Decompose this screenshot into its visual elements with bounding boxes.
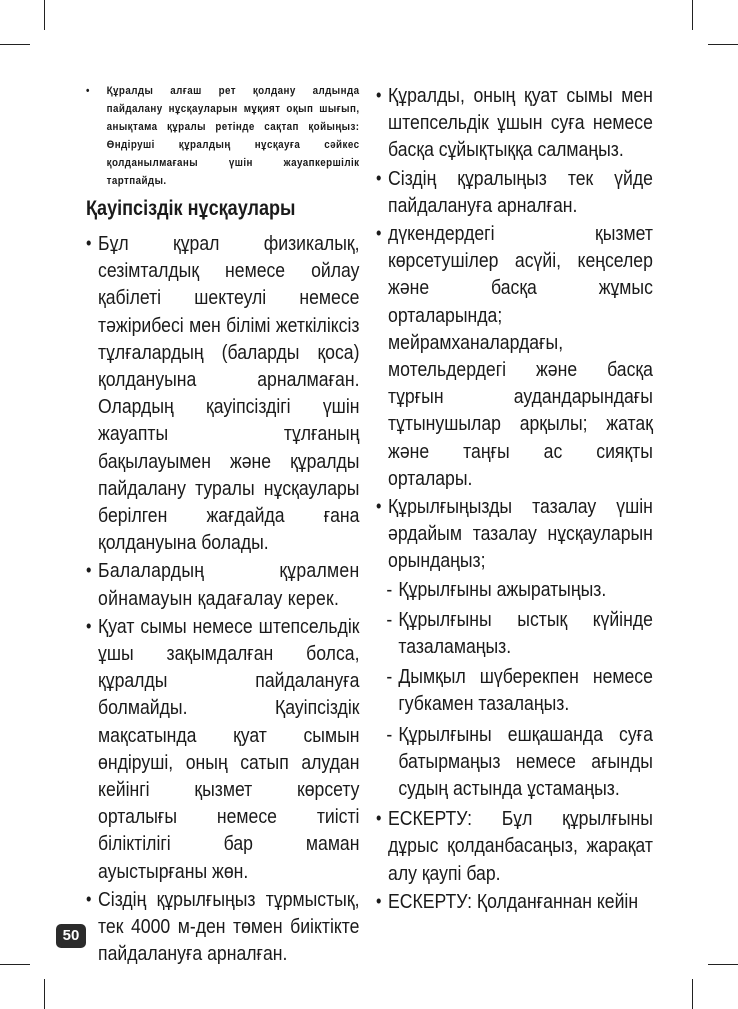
warning-note xyxy=(376,805,653,887)
crop-mark xyxy=(708,44,738,45)
list-item xyxy=(376,220,653,492)
right-column xyxy=(376,82,653,916)
list-item xyxy=(376,82,653,164)
intro-notice xyxy=(86,82,359,190)
list-item xyxy=(86,613,359,885)
crop-mark xyxy=(0,964,30,965)
bullet: • xyxy=(86,888,92,909)
item-text: Сіздің құралыңыз тек үйде пайдалануға арналған. xyxy=(388,166,653,217)
left-column xyxy=(86,82,359,968)
item-text: Балалардың құралмен ойнамауын қадағалау керек. xyxy=(98,559,360,610)
bullet: • xyxy=(376,890,382,911)
intro-text: Құралды алғаш рет қолдану алдында пайдалану нұсқауларын мұқият оқып шығып, анықтама құралы ретінде сақтап қойыңыз: Өндіруші құралдың нұсқауға сәйкес қолданылмағаны үшін жауапкершілік тартпайды. xyxy=(106,85,360,187)
step-text: Дымқыл шүберекпен немесе губкамен тазалаңыз. xyxy=(398,665,653,716)
crop-mark xyxy=(44,0,45,30)
dash: - xyxy=(386,607,393,631)
crop-mark xyxy=(692,0,693,30)
list-item xyxy=(376,493,653,575)
dash: - xyxy=(386,577,393,601)
bullet: • xyxy=(376,167,382,188)
step-text: Құрылғыны ыстық күйінде тазаламаңыз. xyxy=(398,607,653,659)
list-item xyxy=(86,886,359,968)
crop-mark xyxy=(0,44,30,45)
step-text: Құрылғыны ажыратыңыз. xyxy=(398,577,607,601)
list-item xyxy=(386,721,653,803)
item-text: дүкендердегі қызмет көрсетушілер асүйі, кеңселер және басқа жұмыс орталарында; мейрамханалардағы, мотельдердегі және басқа тұрғын аудандарындағы тұтынушылар арқылы; жатақ және таңғы ас сияқты орталары. xyxy=(388,222,653,490)
cleaning-steps xyxy=(376,576,653,803)
item-text: Құрылғыңызды тазалау үшін әрдайым тазалау нұсқауларын орындаңыз; xyxy=(388,495,653,573)
bullet: • xyxy=(376,85,382,105)
list-item xyxy=(376,165,653,219)
list-item xyxy=(386,663,653,717)
list-item xyxy=(386,576,653,603)
item-text: Сіздің құрылғыңыз тұрмыстық, тек 4000 м-ден төмен биіктікте пайдалануға арналған. xyxy=(98,887,360,966)
dash: - xyxy=(386,722,393,746)
list-item xyxy=(86,557,359,611)
dash: - xyxy=(386,665,393,689)
crop-mark xyxy=(708,964,738,965)
crop-mark xyxy=(44,979,45,1009)
note-text: ЕСКЕРТУ: Қолданғаннан кейін xyxy=(388,889,639,913)
bullet: • xyxy=(86,560,92,581)
safety-heading: Қауіпсіздік нұсқаулары xyxy=(86,197,296,220)
bullet: • xyxy=(86,615,92,636)
list-item xyxy=(386,606,653,660)
page-number: 50 xyxy=(56,924,86,948)
bullet: • xyxy=(376,808,382,829)
crop-mark xyxy=(692,979,693,1009)
item-text: Бұл құрал физикалық, сезімталдық немесе ойлау қабілеті шектеулі немесе тәжірибесі мен білімі жеткіліксіз тұлғалардың (баларды қоса) қолдануына арналмаған. Олардың қауіпсіздігі үшін жауапты тұлғаның бақылауымен және құралды пайдалану туралы нұсқаулары берілген жағдайда ғана қолдануына болады. xyxy=(98,232,360,555)
note-text: ЕСКЕРТУ: Бұл құрылғыны дұрыс қолданбасаңыз, жарақат алу қаупі бар. xyxy=(388,807,653,885)
item-text: Қуат сымы немесе штепсельдік ұшы зақымдалған болса, құралды пайдалануға болмайды. Қауіпсіздік мақсатында қуат сымын өндіруші, оның сатып алудан кейінгі қызмет көрсету орталығы немесе тиісті біліктілігі бар маман ауыстырғаны жөн. xyxy=(98,614,360,883)
bullet: • xyxy=(86,85,90,97)
item-text: Құралды, оның қуат сымы мен штепсельдік ұшын суға немесе басқа сұйықтыққа салмаңыз. xyxy=(388,84,653,162)
bullet: • xyxy=(376,496,382,517)
bullet: • xyxy=(86,233,92,253)
step-text: Құрылғыны ешқашанда суға батырмаңыз немесе ағынды судың астында ұстамаңыз. xyxy=(398,722,653,801)
warning-note xyxy=(376,888,653,915)
bullet: • xyxy=(376,223,382,244)
list-item xyxy=(86,230,359,556)
